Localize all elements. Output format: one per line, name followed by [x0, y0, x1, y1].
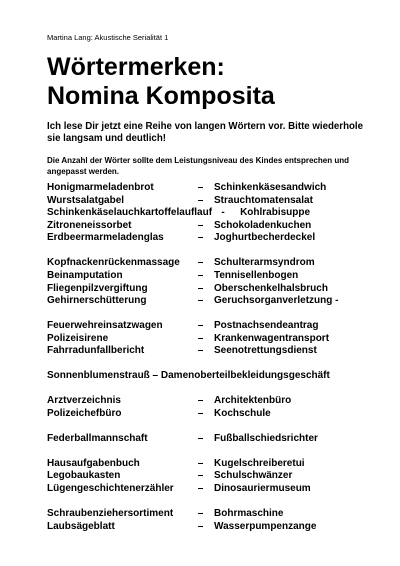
pair-dash: –	[197, 457, 204, 469]
word-pair-row	[47, 257, 367, 270]
word-right: Seenotrettungsdienst	[214, 345, 317, 357]
word-right: Schokoladenkuchen	[214, 219, 312, 231]
word-left: Kopfnackenrückenmassage	[47, 257, 180, 269]
word-left: Honigmarmeladenbrot	[47, 182, 154, 193]
word-group	[47, 320, 367, 358]
pair-dash: –	[197, 508, 204, 520]
word-left: Laubsägeblatt	[47, 520, 115, 532]
pair-dash: –	[197, 282, 204, 294]
pair-dash: –	[197, 219, 204, 231]
word-pair-row	[47, 483, 367, 496]
word-list	[47, 182, 367, 546]
word-pair-row	[47, 232, 367, 245]
title-line-2: Nomina Komposita	[47, 82, 275, 110]
word-right: Postnachsendeantrag	[214, 320, 319, 332]
word-right: Strauchtomatensalat	[214, 194, 313, 206]
word-left: Polizeichefbüro	[47, 407, 122, 419]
word-pair-row	[47, 182, 367, 195]
word-pair-row	[47, 458, 367, 471]
word-right: Schulterarmsyndrom	[214, 257, 315, 269]
word-right: Oberschenkelhalsbruch	[214, 282, 328, 294]
pair-dash: –	[197, 295, 204, 307]
page-title	[47, 53, 367, 111]
word-right: Tennisellenbogen	[214, 269, 299, 281]
word-pair-row	[47, 220, 367, 233]
word-left: Arztverzeichnis	[47, 395, 121, 407]
word-group	[47, 395, 367, 420]
pair-dash: –	[197, 345, 204, 357]
pair-dash: –	[197, 432, 204, 444]
word-pair-row	[47, 433, 367, 446]
word-right: Wasserpumpenzange	[214, 520, 317, 532]
word-left: Schinkenkäselauchkartoffelauflauf	[47, 207, 213, 219]
word-pair-row	[47, 270, 367, 283]
word-left: Beinamputation	[47, 269, 123, 281]
word-right: Bohrmaschine	[214, 508, 284, 520]
word-left: Legobaukasten	[47, 470, 121, 482]
word-left: Fliegenpilzvergiftung	[47, 282, 148, 294]
page-header: Martina Lang: Akustische Serialität 1	[47, 33, 169, 42]
pair-dash: –	[197, 232, 204, 244]
word-right: Geruchsorganverletzung -	[214, 295, 339, 307]
word-group	[47, 257, 367, 307]
word-group	[47, 458, 367, 496]
word-right: Architektenbüro	[214, 395, 292, 407]
word-pair-row	[47, 345, 367, 358]
word-pair-row	[47, 470, 367, 483]
word-pair-row	[47, 195, 367, 208]
word-left: Hausaufgabenbuch	[47, 457, 140, 469]
word-group	[47, 508, 367, 533]
word-pair-row	[47, 521, 367, 534]
word-right: Fußballschiedsrichter	[214, 432, 318, 444]
word-pair-row	[47, 207, 367, 220]
word-group	[47, 370, 367, 383]
word-left: Zitroneneissorbet	[47, 219, 132, 231]
word-left: Erdbeermarmeladenglas	[47, 232, 164, 244]
word-group	[47, 182, 367, 245]
pair-dash: –	[197, 269, 204, 281]
pair-dash: –	[197, 320, 204, 332]
note-text: Die Anzahl der Wörter sollte dem Leistungsniveau des Kindes entsprechen und angepasst werden.	[47, 156, 349, 176]
pair-dash: –	[197, 332, 204, 344]
pair-dash: –	[197, 395, 204, 407]
word-left: Lügengeschichtenerzähler	[47, 483, 174, 495]
word-right: Kohlrabisuppe	[240, 207, 311, 219]
word-right: Dinosauriermuseum	[214, 483, 311, 495]
instruction-text: Ich lese Dir jetzt eine Reihe von langen Wörtern vor. Bitte wiederhole sie langsam und deutlich!	[47, 121, 363, 144]
word-pair-row	[47, 508, 367, 521]
pair-dash: –	[197, 182, 204, 193]
word-right: Schinkenkäsesandwich	[214, 182, 327, 193]
word-left: Schraubenziehersortiment	[47, 508, 174, 520]
word-right: Schulschwänzer	[214, 470, 293, 482]
word-left: Feuerwehreinsatzwagen	[47, 320, 163, 332]
word-left: Polizeisirene	[47, 332, 109, 344]
pair-dash: –	[197, 520, 204, 532]
title-line-1: Wörtermerken:	[47, 53, 225, 81]
word-right: Kochschule	[214, 407, 271, 419]
pair-dash: -	[221, 207, 225, 219]
pair-dash: –	[197, 407, 204, 419]
word-pair-row	[47, 395, 367, 408]
pair-dash: –	[197, 194, 204, 206]
word-left: Fahrradunfallbericht	[47, 345, 145, 357]
pair-dash: –	[197, 470, 204, 482]
word-pair-row	[47, 283, 367, 296]
word-pair-row	[47, 295, 367, 308]
word-left: Wurstsalatgabel	[47, 194, 125, 206]
word-right: Joghurtbecherdeckel	[214, 232, 316, 244]
pair-dash: –	[197, 483, 204, 495]
word-left: Federballmannschaft	[47, 432, 148, 444]
word-right: Krankenwagentransport	[214, 332, 330, 344]
word-left: Gehirnerschütterung	[47, 295, 147, 307]
word-group	[47, 433, 367, 446]
word-pair-row	[47, 333, 367, 346]
word-right: Kugelschreiberetui	[214, 457, 305, 469]
pair-dash: –	[197, 257, 204, 269]
word-pair-row	[47, 320, 367, 333]
word-pair-row	[47, 408, 367, 421]
word-pair-row: Sonnenblumenstrauß – Damenoberteilbekleidungsgeschäft	[47, 370, 330, 382]
